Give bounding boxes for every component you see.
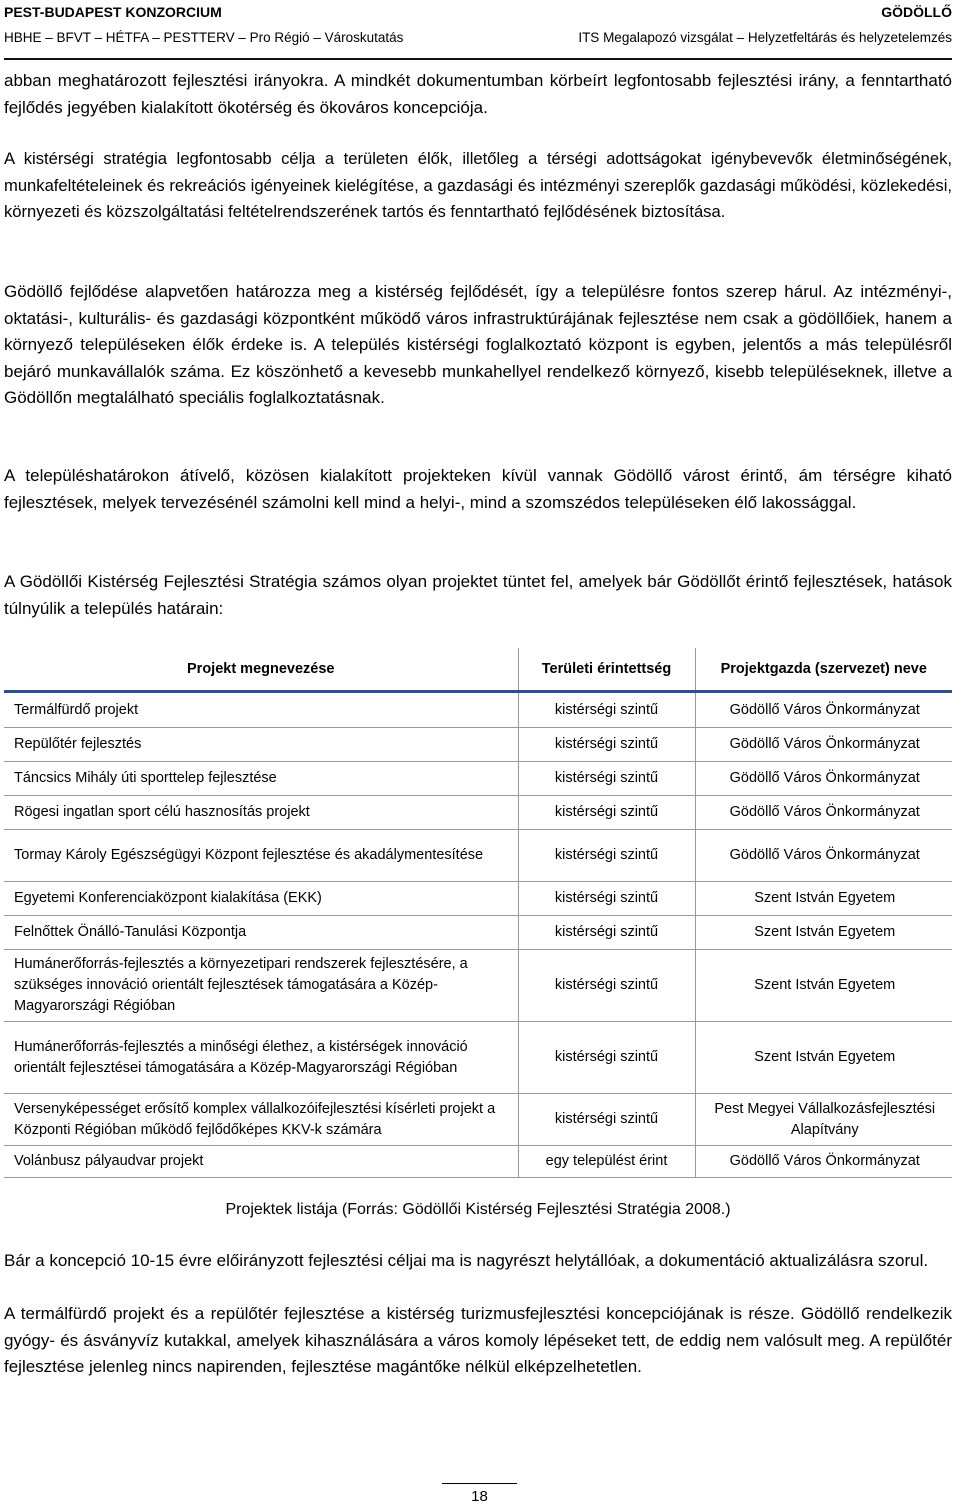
table-row	[4, 882, 952, 916]
owner-cell: Gödöllő Város Önkormányzat	[695, 796, 952, 830]
owner-cell: Szent István Egyetem	[695, 882, 952, 916]
territory-cell: kistérségi szintű	[518, 728, 695, 762]
table-row	[4, 796, 952, 830]
paragraph-5: A Gödöllői Kistérség Fejlesztési Stratégia számos olyan projektet tüntet fel, amelyek bár Gödöllőt érintő fejlesztések, hatások túlnyúlik a település határain:	[4, 572, 952, 618]
table-row	[4, 1022, 952, 1094]
project-name-cell: Tormay Károly Egészségügyi Központ fejlesztése és akadálymentesítése	[4, 830, 518, 882]
owner-cell: Szent István Egyetem	[695, 1022, 952, 1094]
project-name-cell: Felnőttek Önálló-Tanulási Központja	[4, 916, 518, 950]
paragraph-2: A kistérségi stratégia legfontosabb célja a területen élők, illetőleg a térségi adottságokat igénybevevők életminőségének, munkafeltételeinek és rekreációs igényeinek kielégítése, a gazdasági és intézményi szereplők gazdasági működési, közlekedési, környezeti és közszolgáltatási feltételrendszerének tartós és fenntartható fejlődésének biztosítása.	[4, 149, 952, 221]
paragraph-7: A termálfürdő projekt és a repülőtér fejlesztése a kistérség turizmusfejlesztési koncepciójának is része. Gödöllő rendelkezik gyógy- és ásványvíz kutakkal, amelyek kihasználására a város komoly lépéseket tett, de eddig nem valósult meg. A repülőtér fejlesztése jelenleg nincs napirenden, fejlesztése magántőke nélkül elképzelhetetlen.	[4, 1304, 952, 1376]
header-project-name: Projekt megnevezése	[4, 648, 518, 692]
header-divider	[4, 58, 952, 60]
table-row	[4, 762, 952, 796]
page-header	[4, 0, 952, 66]
project-name-cell: Volánbusz pályaudvar projekt	[4, 1146, 518, 1178]
table-header-row	[4, 648, 952, 692]
header-city: GÖDÖLLŐ	[881, 4, 952, 20]
page-number: 18	[471, 1488, 488, 1505]
owner-cell: Gödöllő Város Önkormányzat	[695, 762, 952, 796]
project-name-cell: Egyetemi Konferenciaközpont kialakítása (EKK)	[4, 882, 518, 916]
territory-cell: kistérségi szintű	[518, 916, 695, 950]
owner-cell: Gödöllő Város Önkormányzat	[695, 728, 952, 762]
table-row	[4, 692, 952, 728]
paragraph-1: abban meghatározott fejlesztési irányokra. A mindkét dokumentumban körbeírt legfontosabb fejlesztési irány, a fenntartható fejlődés jegyében kialakított ökotérség és ökováros koncepciója.	[4, 71, 952, 117]
table-row	[4, 1094, 952, 1146]
footer-divider	[442, 1483, 517, 1484]
territory-cell: kistérségi szintű	[518, 882, 695, 916]
owner-cell: Pest Megyei Vállalkozásfejlesztési Alapítvány	[695, 1094, 952, 1146]
header-owner: Projektgazda (szervezet) neve	[695, 648, 952, 692]
projects-table	[4, 648, 952, 1178]
table-caption: Projektek listája (Forrás: Gödöllői Kistérség Fejlesztési Stratégia 2008.)	[225, 1201, 731, 1218]
paragraph-3: Gödöllő fejlődése alapvetően határozza meg a kistérség fejlődését, így a településre fontos szerep hárul. Az intézményi-, oktatási-, kulturális- és gazdasági központként működő város infrastruktúrájának fejlesztése nem csak a gödöllőiek, hanem a környező településeken élők érdeke is. A település kistérségi foglalkoztató központ is egyben, jelentős a más településről bejáró munkavállalók száma. Ez köszönhető a kevesebb munkahellyel rendelkező környező, kisebb településeknek, illetve a Gödöllőn megtalálható speciális foglalkoztatásnak.	[4, 282, 952, 407]
territory-cell: kistérségi szintű	[518, 950, 695, 1022]
owner-cell: Gödöllő Város Önkormányzat	[695, 830, 952, 882]
project-name-cell: Táncsics Mihály úti sporttelep fejlesztése	[4, 762, 518, 796]
project-name-cell: Humánerőforrás-fejlesztés a környezetipari rendszerek fejlesztésére, a szükséges innováció orientált fejlesztések támogatására a Közép-Magyarországi Régióban	[4, 950, 518, 1022]
table-row	[4, 830, 952, 882]
territory-cell: kistérségi szintű	[518, 796, 695, 830]
table-row	[4, 916, 952, 950]
owner-cell: Szent István Egyetem	[695, 916, 952, 950]
paragraph-4: A településhatárokon átívelő, közösen kialakított projekteken kívül vannak Gödöllő várost érintő, ám térségre kiható fejlesztések, melyek tervezésénél számolni kell mind a helyi-, mind a szomszédos településeken élő lakossággal.	[4, 466, 952, 512]
header-org: PEST-BUDAPEST KONZORCIUM	[4, 4, 222, 20]
project-name-cell: Repülőtér fejlesztés	[4, 728, 518, 762]
header-territory: Területi érintettség	[518, 648, 695, 692]
project-name-cell: Versenyképességet erősítő komplex vállalkozóifejlesztési kísérleti projekt a Központi Régióban működő fejlődőképes KKV-k számára	[4, 1094, 518, 1146]
table-row	[4, 1146, 952, 1178]
territory-cell: kistérségi szintű	[518, 1022, 695, 1094]
project-name-cell: Rögesi ingatlan sport célú hasznosítás projekt	[4, 796, 518, 830]
territory-cell: kistérségi szintű	[518, 762, 695, 796]
territory-cell: kistérségi szintű	[518, 692, 695, 728]
paragraph-6: Bár a koncepció 10-15 évre előirányzott fejlesztési céljai ma is nagyrészt helytállóak, a dokumentáció aktualizálásra szorul.	[4, 1251, 929, 1270]
territory-cell: kistérségi szintű	[518, 1094, 695, 1146]
project-name-cell: Termálfürdő projekt	[4, 692, 518, 728]
owner-cell: Gödöllő Város Önkormányzat	[695, 1146, 952, 1178]
owner-cell: Szent István Egyetem	[695, 950, 952, 1022]
territory-cell: kistérségi szintű	[518, 830, 695, 882]
header-partners: HBHE – BFVT – HÉTFA – PESTTERV – Pro Régió – Városkutatás	[4, 30, 404, 45]
header-study: ITS Megalapozó vizsgálat – Helyzetfeltárás és helyzetelemzés	[578, 30, 952, 45]
table-row	[4, 950, 952, 1022]
project-name-cell: Humánerőforrás-fejlesztés a minőségi élethez, a kistérségek innováció orientált fejlesztései támogatására a Közép-Magyarországi Régióban	[4, 1022, 518, 1094]
owner-cell: Gödöllő Város Önkormányzat	[695, 692, 952, 728]
table-row	[4, 728, 952, 762]
territory-cell: egy települést érint	[518, 1146, 695, 1178]
